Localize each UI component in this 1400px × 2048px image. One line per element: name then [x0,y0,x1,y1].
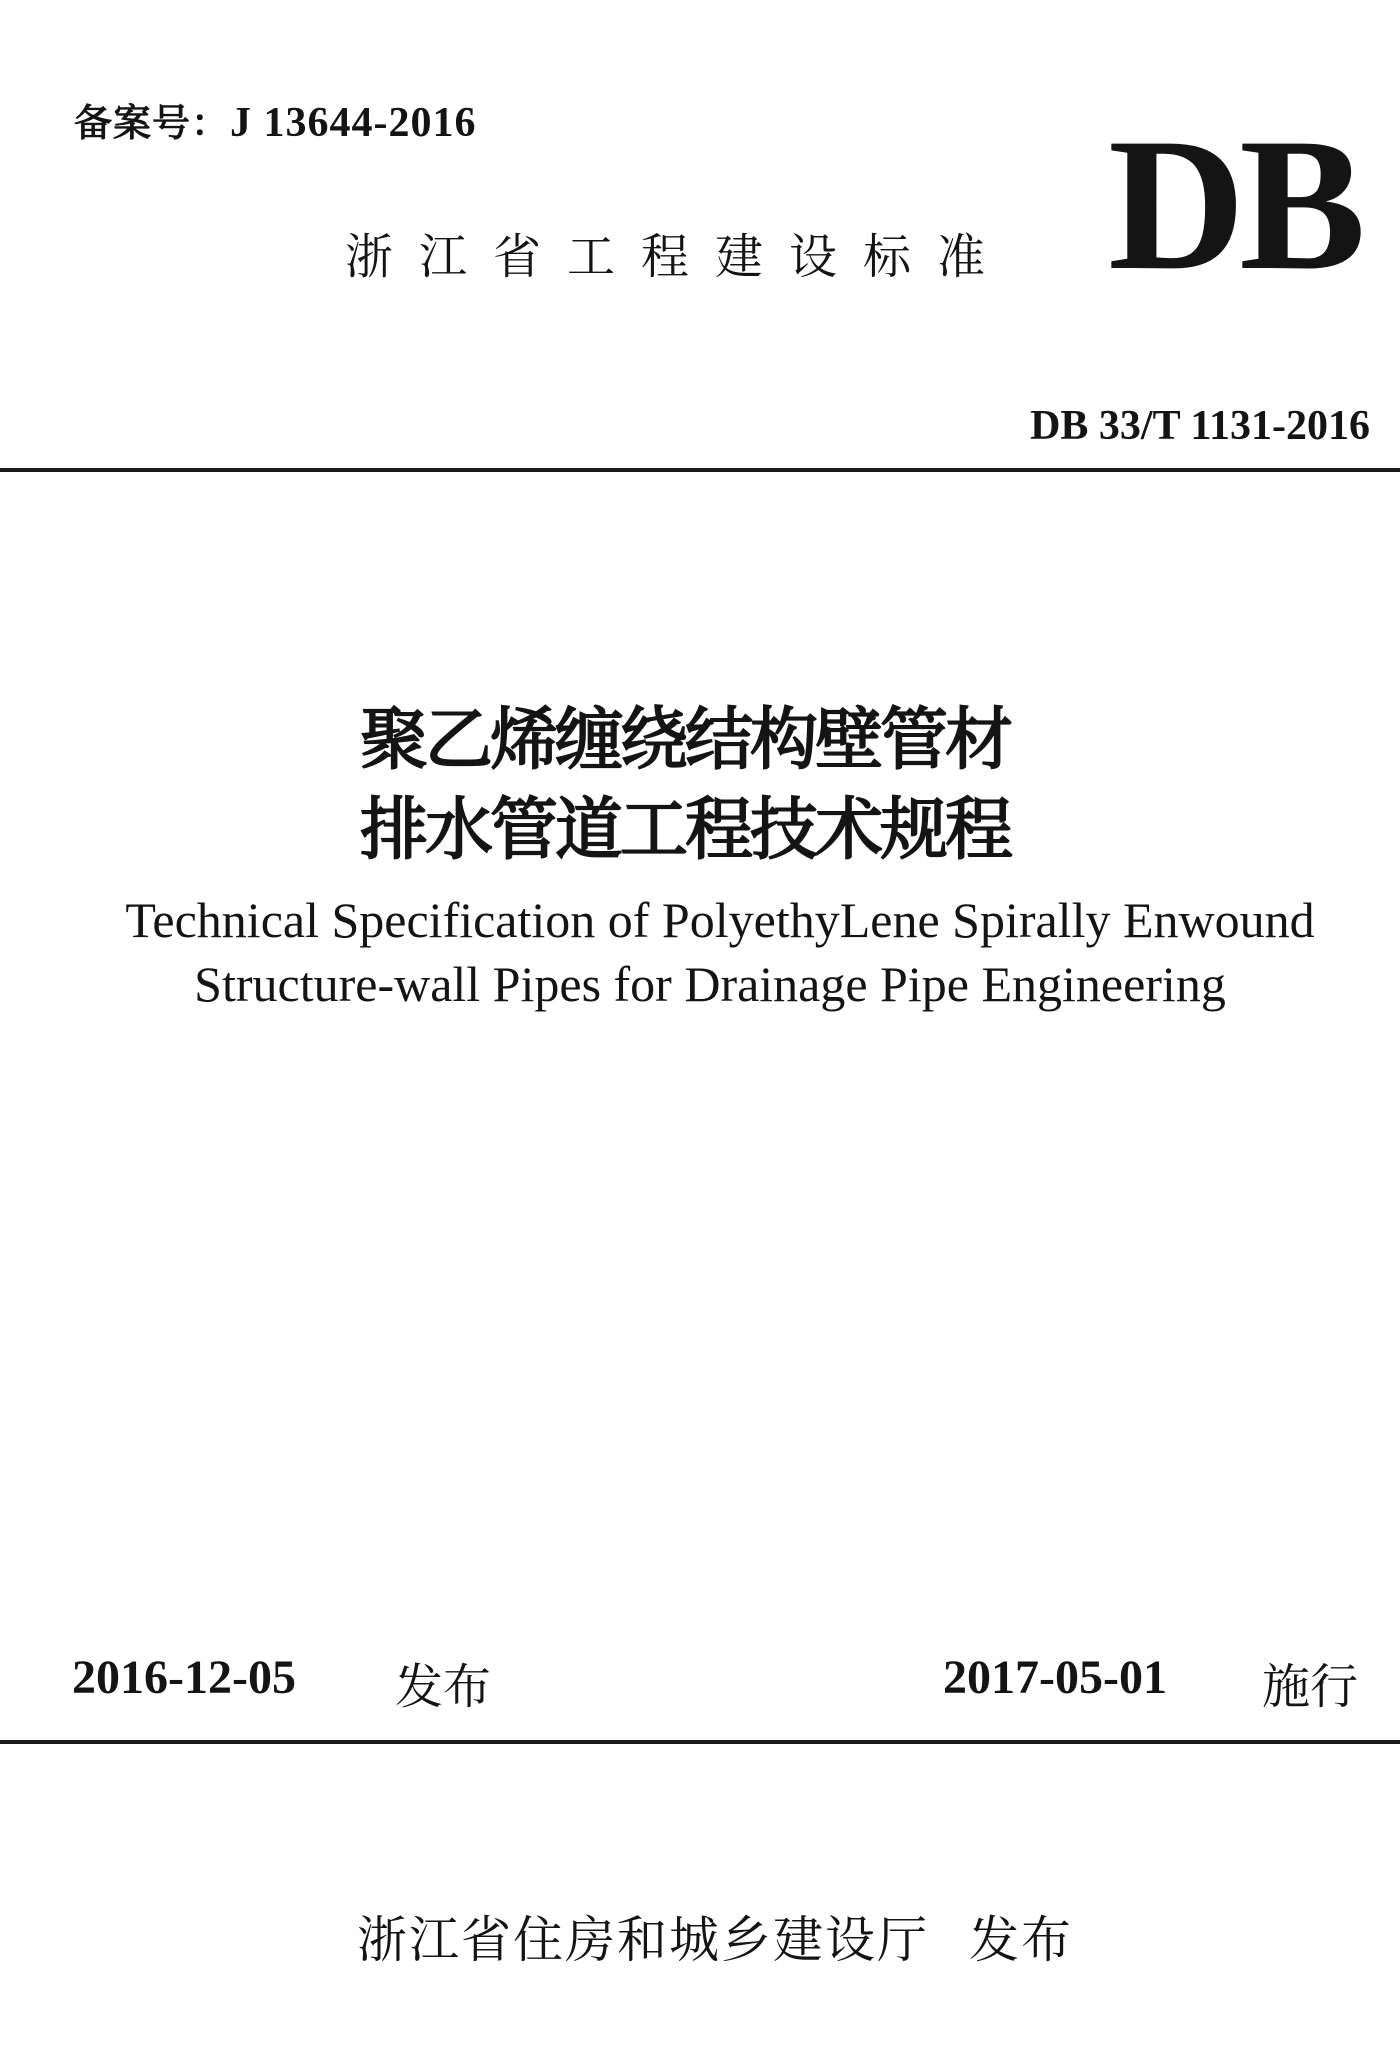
record-number-value: J 13644-2016 [230,100,477,146]
effective-label: 施行 [1262,1659,1359,1715]
publisher [0,1900,1400,1972]
db-logo: DB [1108,100,1360,310]
bottom-divider [0,1740,1400,1744]
english-title-line-2: Structure-wall Pipes for Drainage Pipe Engineering [194,956,1226,1012]
issue-date: 2016-12-05 [72,1651,296,1704]
standard-series: 浙江省工程建设标准 [345,229,1012,285]
effective-date: 2017-05-01 [943,1651,1167,1704]
publisher-name: 浙江省住房和城乡建设厅 [357,1911,929,1969]
english-title-line-1: Technical Specification of PolyethyLene Spirally Enwound [125,892,1315,948]
record-number [74,92,477,147]
chinese-title-line-2: 排水管道工程技术规程 [359,791,1010,870]
top-divider [0,468,1400,472]
publisher-action: 发布 [969,1911,1073,1969]
chinese-title-line-1: 聚乙烯缠绕结构壁管材 [359,701,1010,780]
record-number-label: 备案号： [74,101,231,145]
standard-number: DB 33/T 1131-2016 [1030,403,1370,449]
issue-label: 发布 [395,1659,492,1715]
